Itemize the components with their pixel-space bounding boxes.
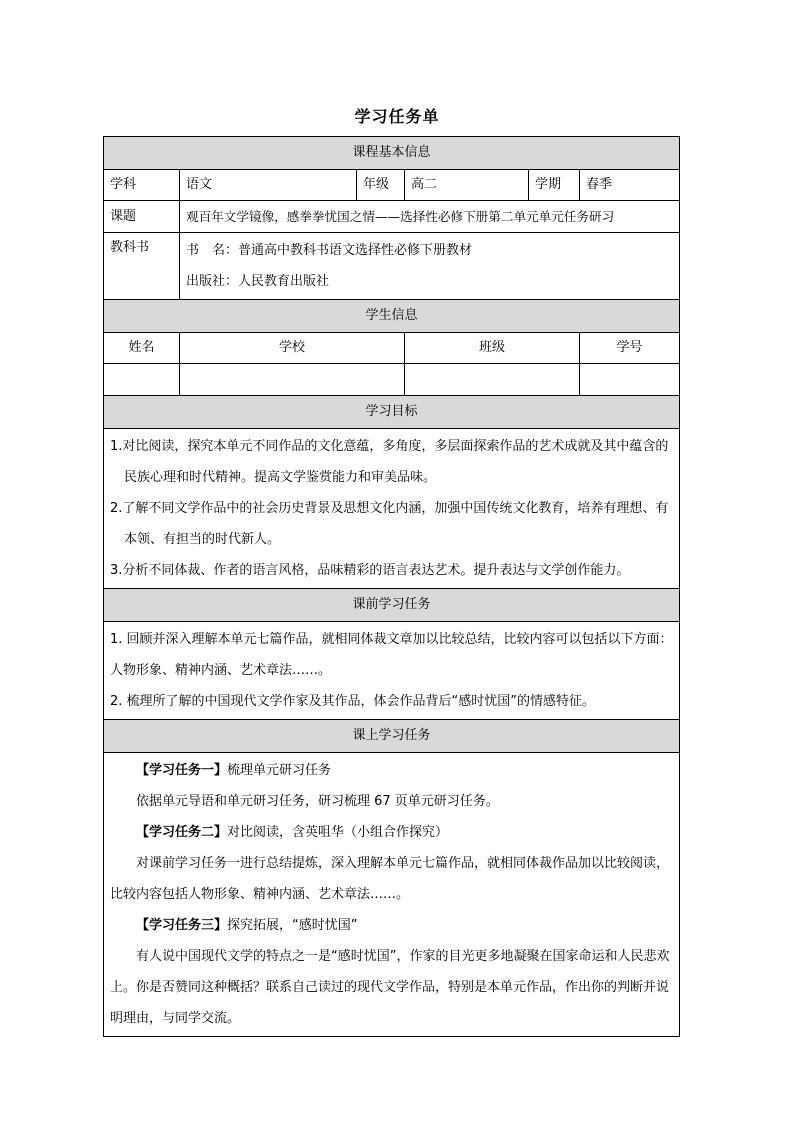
pre-task-item: 1. 回顾并深入理解本单元七篇作品，就相同体裁文章加以比较总结，比较内容可以包括以下方面：人物形象、精神内涵、艺术章法……。 [110,632,673,678]
section-title: 课前学习任务 [104,589,680,622]
goals-cell [104,429,680,589]
class-task-body: 有人说中国现代文学的特点之一是“感时忧国”，作家的目光更多地凝聚在国家命运和人民悲欢上。你是否赞同这种概括？联系自己读过的现代文学作品，特别是本单元作品，作出你的判断并说明理由，与同学交流。 [110,949,670,1026]
task-label: 【学习任务三】 [136,918,228,933]
class-task-heading [110,755,673,786]
student-school-header: 学校 [180,333,405,364]
section-title: 学习目标 [104,396,680,429]
student-class-cell[interactable] [405,364,580,396]
class-tasks-cell [104,753,680,1037]
section-header-goals [104,396,680,429]
class-task-heading [110,910,673,941]
task-sheet-table [103,136,680,1037]
section-header-basic [104,137,680,170]
student-name-header: 姓名 [104,333,180,364]
term-value: 春季 [580,170,680,201]
textbook-row [104,233,680,300]
task-title: 梳理单元研习任务 [227,763,332,778]
term-label: 学期 [529,170,580,201]
textbook-value [180,233,680,300]
topic-row [104,201,680,233]
goal-item: 2.了解不同文学作品中的社会历史背景及思想文化内涵，加强中国传统文化教育，培养有理想、有本领、有担当的时代新人。 [110,501,669,547]
publisher: 出版社：人民教育出版社 [186,274,330,289]
section-header-pre-tasks [104,589,680,622]
student-entry-row [104,364,680,396]
class-task-heading [110,817,673,848]
task-label: 【学习任务二】 [136,825,228,840]
section-title: 学生信息 [104,300,680,333]
student-school-cell[interactable] [180,364,405,396]
section-title: 课程基本信息 [104,137,680,170]
basic-info-row [104,170,680,201]
class-tasks-row [104,753,680,1037]
student-name-cell[interactable] [104,364,180,396]
pre-tasks-row [104,622,680,720]
section-title: 课上学习任务 [104,720,680,753]
grade-label: 年级 [357,170,405,201]
goals-row [104,429,680,589]
student-header-row [104,333,680,364]
class-task-body: 对课前学习任务一进行总结提炼，深入理解本单元七篇作品，就相同体裁作品加以比较阅读，比较内容包括人物形象、精神内涵、艺术章法……。 [110,856,670,902]
student-id-cell[interactable] [580,364,680,396]
book-name: 书 名：普通高中教科书语文选择性必修下册教材 [186,243,473,258]
student-class-header: 班级 [405,333,580,364]
pre-tasks-cell [104,622,680,720]
page-title: 学习任务单 [354,107,440,126]
task-title: 探究拓展，“感时忧国” [227,918,358,933]
subject-label: 学科 [104,170,180,201]
task-label: 【学习任务一】 [136,763,228,778]
goal-item: 3.分析不同体裁、作者的语言风格，品味精彩的语言表达艺术。提升表达与文学创作能力。 [110,563,630,578]
grade-value: 高二 [405,170,529,201]
pre-task-item: 2. 梳理所了解的中国现代文学作家及其作品，体会作品背后“感时忧国”的情感特征。 [110,694,596,709]
topic-value: 观百年文学镜像，感拳拳忧国之情——选择性必修下册第二单元单元任务研习 [180,201,680,233]
topic-label: 课题 [104,201,180,233]
goal-item: 1.对比阅读，探究本单元不同作品的文化意蕴，多角度，多层面探索作品的艺术成就及其中蕴含的民族心理和时代精神。提高文学鉴赏能力和审美品味。 [110,439,669,485]
subject-value: 语文 [180,170,357,201]
section-header-student [104,300,680,333]
student-id-header: 学号 [580,333,680,364]
textbook-label: 教科书 [104,233,180,300]
class-task-body: 依据单元导语和单元研习任务，研习梳理 67 页单元研习任务。 [136,794,499,809]
section-header-class-tasks [104,720,680,753]
task-title: 对比阅读，含英咀华（小组合作探究） [227,825,449,840]
